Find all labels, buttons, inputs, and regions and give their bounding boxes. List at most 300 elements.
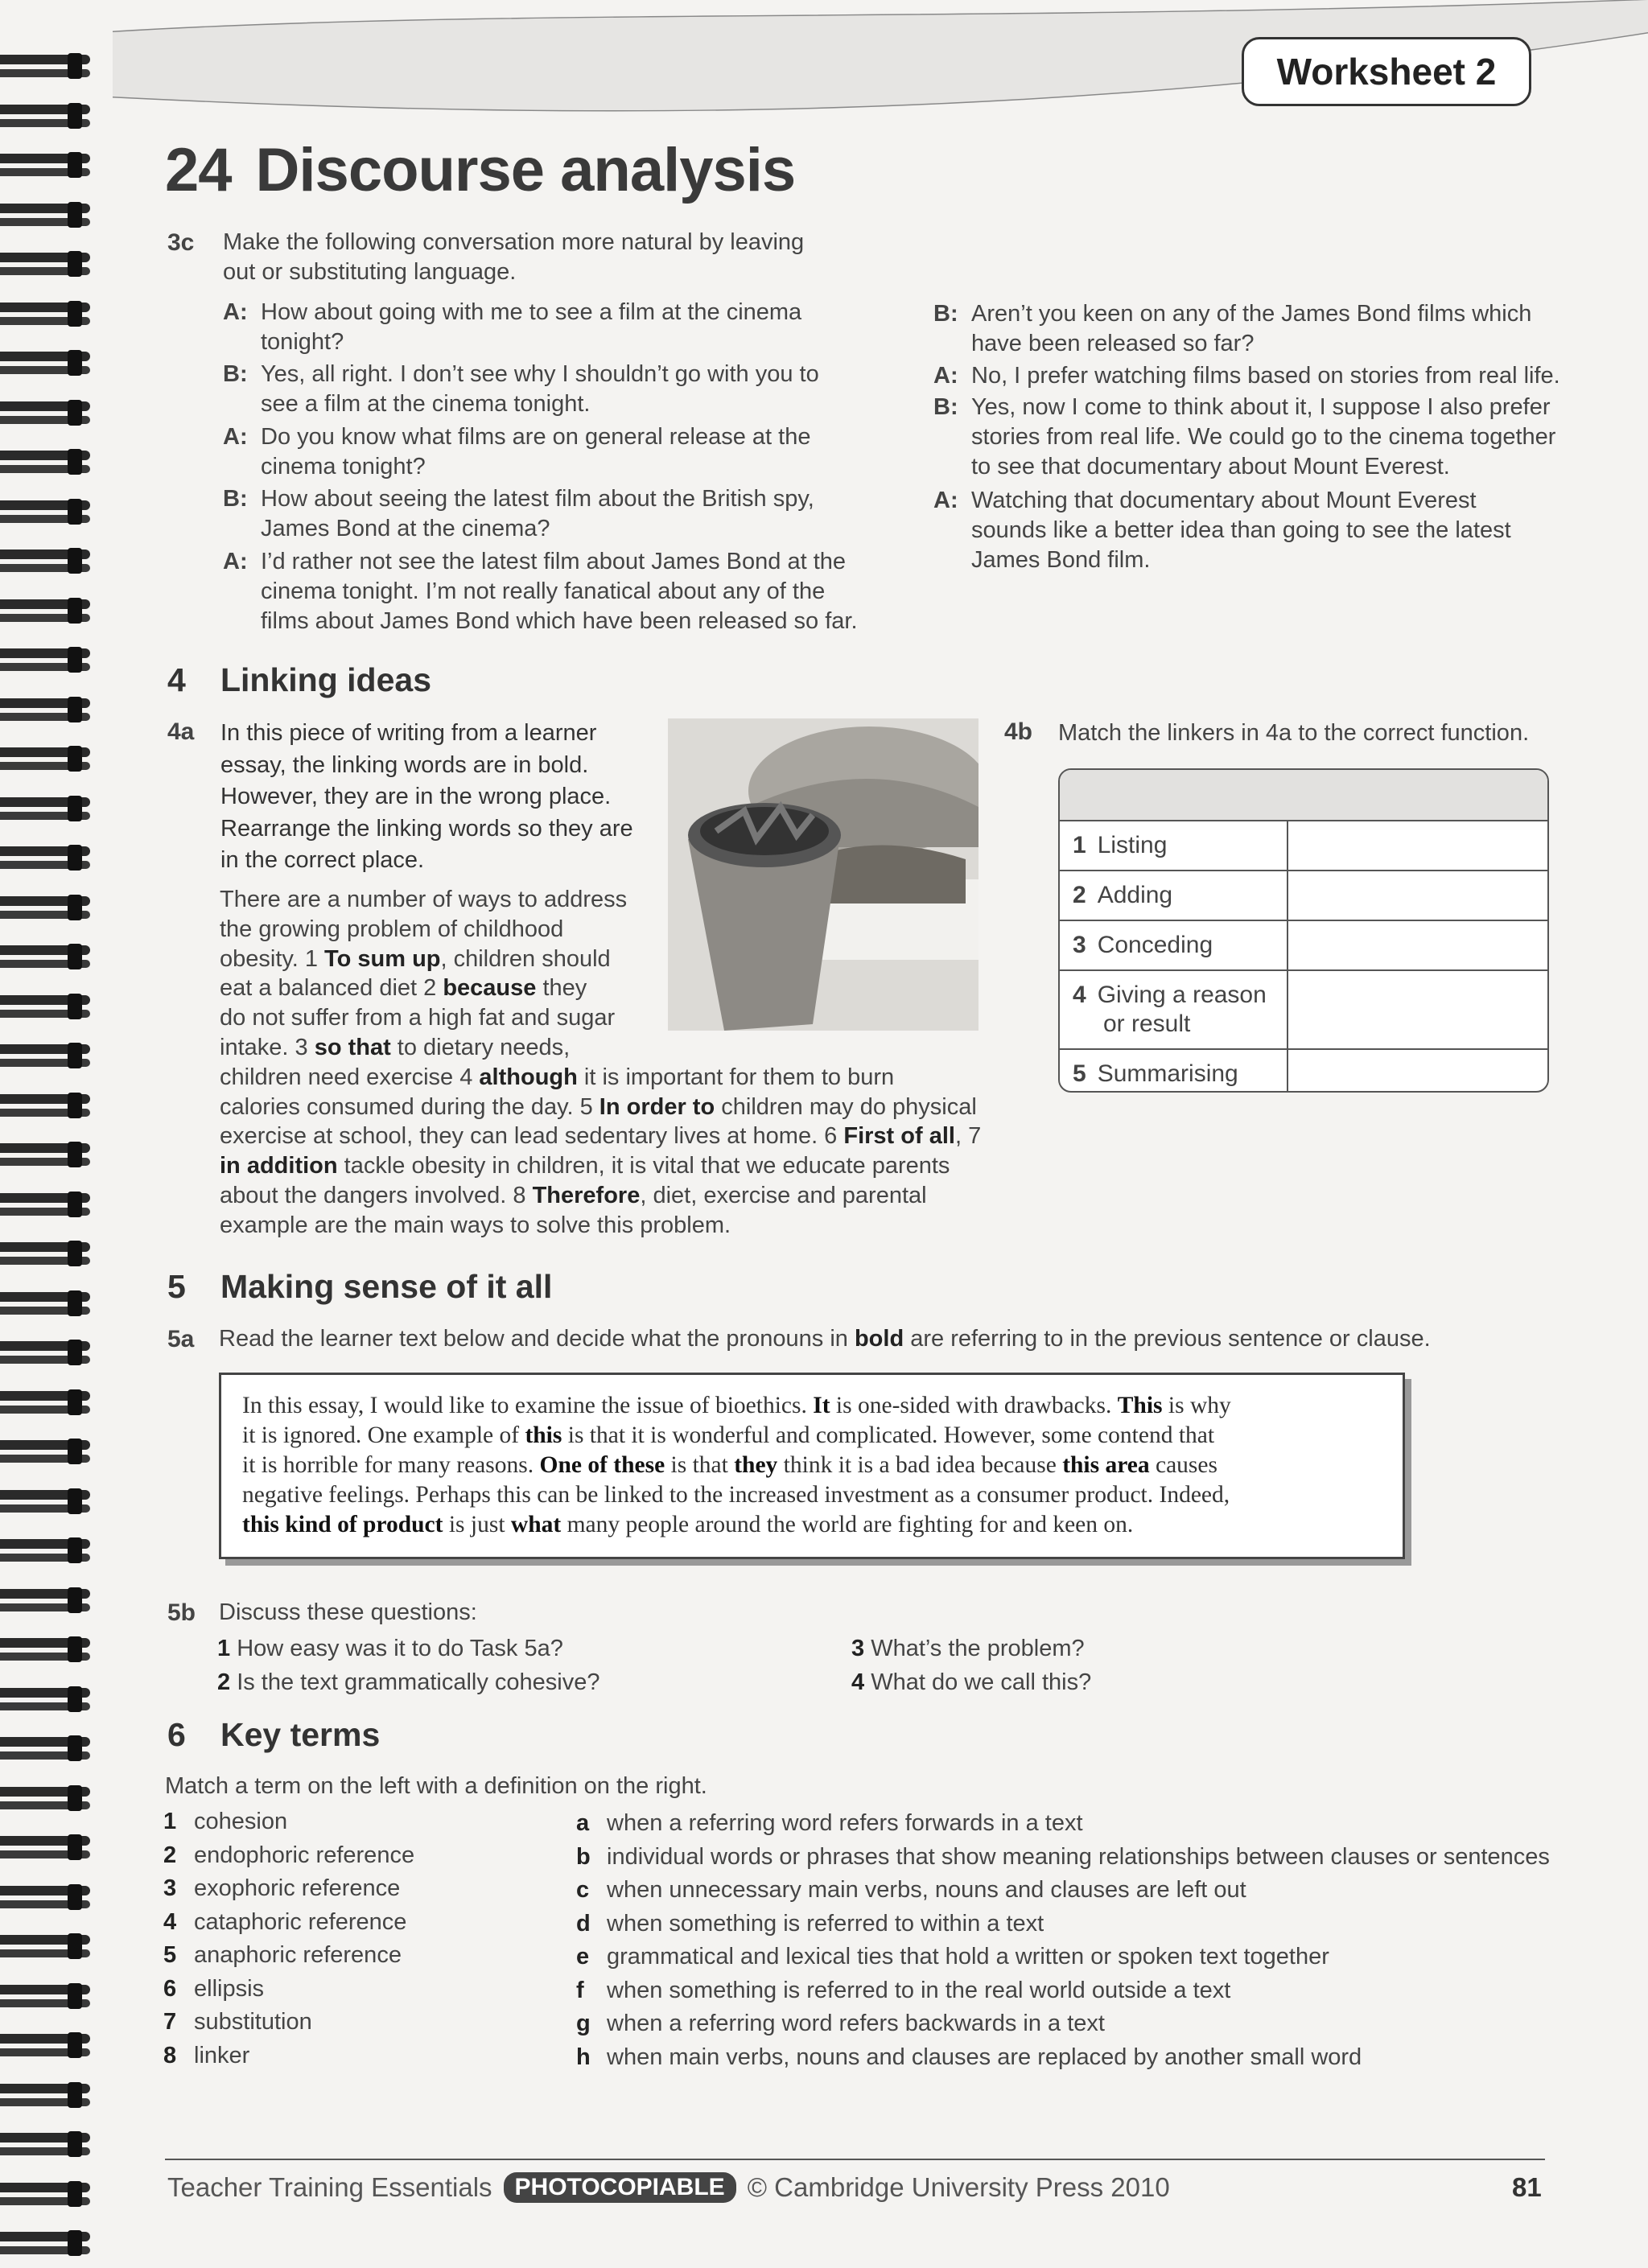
spiral-coil bbox=[0, 1732, 89, 1768]
turn-line: Aren’t you keen on any of the James Bond films which bbox=[971, 301, 1532, 327]
coil-hole bbox=[68, 845, 82, 871]
coil-hole bbox=[68, 1834, 82, 1860]
table-row bbox=[1060, 971, 1547, 1050]
turn-text bbox=[261, 422, 810, 482]
definition-text: when a referring word refers forwards in a text bbox=[607, 1810, 1083, 1836]
term-text: substitution bbox=[194, 2009, 312, 2035]
function-line bbox=[1073, 831, 1287, 860]
spiral-coil bbox=[0, 545, 89, 580]
spiral-coil bbox=[0, 100, 89, 135]
spiral-coil bbox=[0, 248, 89, 283]
essay-4a-line bbox=[220, 1093, 977, 1122]
question-number: 4 bbox=[851, 1669, 865, 1695]
essay-4a-line bbox=[220, 915, 563, 945]
function-label: Adding bbox=[1097, 882, 1173, 908]
term-text: linker bbox=[194, 2042, 250, 2068]
function-line bbox=[1073, 981, 1287, 1010]
table-row bbox=[1060, 1050, 1547, 1093]
essay-4a-text: it is important for them to burn bbox=[577, 1064, 895, 1090]
speaker-label: A: bbox=[223, 299, 248, 325]
coil-hole bbox=[68, 994, 82, 1019]
linking-word: so that bbox=[314, 1035, 391, 1060]
spiral-coil bbox=[0, 347, 89, 382]
table-row bbox=[1060, 821, 1547, 871]
table-row bbox=[1060, 921, 1547, 971]
essay-4a-text: the growing problem of childhood bbox=[220, 916, 564, 942]
answer-cell[interactable] bbox=[1288, 821, 1547, 870]
function-label: Listing bbox=[1097, 832, 1168, 858]
coil-hole bbox=[68, 944, 82, 969]
turn-line: Yes, now I come to think about it, I suppose I also prefer bbox=[971, 394, 1551, 421]
essay-4a-line bbox=[220, 1003, 615, 1033]
discussion-question bbox=[851, 1634, 1085, 1664]
coil-hole bbox=[68, 1686, 82, 1712]
section-5-number: 5 bbox=[167, 1268, 186, 1305]
coil-hole bbox=[68, 1340, 82, 1365]
coil-hole bbox=[68, 103, 82, 129]
spiral-coil bbox=[0, 1782, 89, 1817]
ex4a-intro-line: essay, the linking words are in bold. bbox=[220, 751, 589, 778]
key-term bbox=[163, 1841, 414, 1871]
page-title bbox=[165, 135, 795, 205]
term-number: 8 bbox=[163, 2042, 177, 2068]
section-6-heading bbox=[167, 1716, 380, 1754]
turn-line: I’d rather not see the latest film about James Bond at the bbox=[261, 548, 847, 574]
spiral-coil bbox=[0, 397, 89, 432]
function-line bbox=[1073, 881, 1287, 910]
spiral-coil bbox=[0, 792, 89, 828]
ex5a-instr-bold: bold bbox=[854, 1326, 904, 1352]
dialogue-turn bbox=[223, 422, 810, 482]
term-number: 5 bbox=[163, 1942, 177, 1968]
definition-text: individual words or phrases that show meaning relationships between clauses or sentences bbox=[607, 1843, 1550, 1870]
spiral-coil bbox=[0, 842, 89, 877]
spiral-coil bbox=[0, 1831, 89, 1867]
function-cell bbox=[1060, 871, 1288, 920]
coil-hole bbox=[68, 251, 82, 277]
essay-line-5: this kind of product is just what many people around the world are fighting for and keen on. bbox=[242, 1512, 1134, 1537]
row-number: 4 bbox=[1073, 982, 1086, 1008]
coil-hole bbox=[68, 152, 82, 178]
spiral-coil bbox=[0, 644, 89, 679]
coil-hole bbox=[68, 301, 82, 327]
linking-word: To sum up bbox=[324, 945, 441, 972]
function-line: or result bbox=[1103, 1011, 1191, 1037]
essay-4a-line bbox=[220, 973, 587, 1003]
definition-letter: g bbox=[576, 2011, 591, 2036]
turn-line: have been released so far? bbox=[971, 331, 1255, 356]
key-term bbox=[163, 2007, 312, 2037]
turn-line: stories from real life. We could go to the cinema together bbox=[971, 424, 1556, 451]
speaker-label: A: bbox=[223, 548, 248, 574]
ex3c-instruction-1: Make the following conversation more natural by leaving bbox=[223, 229, 805, 255]
spiral-coil bbox=[0, 1386, 89, 1422]
term-text: anaphoric reference bbox=[194, 1942, 402, 1968]
footer-rule bbox=[165, 2159, 1545, 2160]
ex4b-label: 4b bbox=[1004, 718, 1033, 745]
spiral-coil bbox=[0, 743, 89, 778]
dialogue-turn bbox=[933, 299, 1531, 359]
ex4a-intro-line: in the correct place. bbox=[220, 847, 425, 873]
coil-hole bbox=[68, 1636, 82, 1662]
function-cell bbox=[1060, 821, 1288, 870]
term-text: cohesion bbox=[194, 1809, 288, 1834]
learner-essay-box bbox=[219, 1373, 1405, 1559]
spiral-coil bbox=[0, 1435, 89, 1471]
question-number: 1 bbox=[217, 1636, 231, 1661]
turn-line: see a film at the cinema tonight. bbox=[261, 391, 591, 418]
turn-line: James Bond at the cinema? bbox=[261, 516, 550, 542]
definition bbox=[576, 1842, 1550, 1872]
turn-text bbox=[261, 360, 819, 419]
coil-hole bbox=[68, 697, 82, 722]
turn-line: How about going with me to see a film at the cinema bbox=[261, 299, 802, 325]
key-term bbox=[163, 1974, 264, 2004]
coil-hole bbox=[68, 1884, 82, 1910]
term-text: ellipsis bbox=[194, 1975, 265, 2002]
essay-4a-line bbox=[220, 885, 627, 915]
spiral-coil bbox=[0, 1287, 89, 1323]
unit-number: 24 bbox=[165, 136, 232, 204]
spiral-coil bbox=[0, 1485, 89, 1521]
coil-hole bbox=[68, 1389, 82, 1415]
spiral-coil bbox=[0, 1980, 89, 2015]
linking-word: in addition bbox=[220, 1153, 338, 1179]
coil-hole bbox=[68, 598, 82, 624]
coil-hole bbox=[68, 2181, 82, 2207]
essay-4a-text: tackle obesity in children, it is vital that we educate parents bbox=[337, 1153, 950, 1179]
section-4-heading bbox=[167, 661, 431, 699]
ex4a-intro-line: However, they are in the wrong place. bbox=[220, 784, 612, 809]
ex4a-intro-line: In this piece of writing from a learner bbox=[220, 720, 597, 746]
definition-text: when a referring word refers backwards in a text bbox=[607, 2011, 1105, 2036]
definition-letter: f bbox=[576, 1977, 584, 2003]
spiral-coil bbox=[0, 1039, 89, 1075]
function-label: Giving a reason bbox=[1097, 982, 1267, 1008]
key-term bbox=[163, 1941, 402, 1970]
dialogue-turn bbox=[933, 393, 1555, 482]
speaker-label: A: bbox=[933, 363, 958, 389]
definition-letter: b bbox=[576, 1843, 591, 1870]
definition bbox=[576, 1909, 1044, 1939]
term-number: 1 bbox=[163, 1809, 177, 1834]
question-number: 2 bbox=[217, 1669, 231, 1695]
spiral-coil bbox=[0, 990, 89, 1026]
coil-hole bbox=[68, 1785, 82, 1811]
question-text: What’s the problem? bbox=[864, 1636, 1085, 1661]
spiral-coil bbox=[0, 1336, 89, 1372]
definition-text: when something is referred to in the real world outside a text bbox=[607, 1977, 1231, 2003]
coil-hole bbox=[68, 1439, 82, 1464]
essay-line-3: it is horrible for many reasons. One of these is that they think it is a bad idea because this area causes bbox=[242, 1452, 1217, 1478]
term-number: 3 bbox=[163, 1875, 177, 1901]
definition-text: grammatical and lexical ties that hold a written or spoken text together bbox=[607, 1944, 1329, 1970]
speaker-label: B: bbox=[223, 486, 248, 512]
footer-book-title: Teacher Training Essentials bbox=[167, 2172, 492, 2202]
spiral-binding bbox=[0, 0, 97, 2268]
linking-word: First of all bbox=[843, 1123, 955, 1150]
term-text: endophoric reference bbox=[194, 1842, 415, 1868]
coil-hole bbox=[68, 1142, 82, 1167]
spiral-coil bbox=[0, 1237, 89, 1273]
ex5a-instruction bbox=[219, 1324, 1431, 1354]
dialogue-turn bbox=[933, 361, 1560, 391]
discussion-question bbox=[851, 1668, 1091, 1698]
essay-4a-text: example are the main ways to solve this problem. bbox=[220, 1212, 731, 1238]
turn-text bbox=[971, 486, 1511, 575]
discussion-question bbox=[217, 1634, 563, 1664]
ex5a-instr-part: are referring to in the previous sentence or clause. bbox=[904, 1326, 1431, 1352]
dialogue-turn bbox=[223, 360, 819, 419]
essay-4a-line bbox=[220, 1033, 570, 1063]
essay-4a-text: about the dangers involved. 8 bbox=[220, 1183, 533, 1208]
dialogue-turn bbox=[223, 484, 814, 544]
speaker-label: B: bbox=[933, 301, 958, 327]
footer-copyright: © Cambridge University Press 2010 bbox=[747, 2172, 1170, 2202]
coil-hole bbox=[68, 895, 82, 920]
spiral-coil bbox=[0, 1930, 89, 1965]
definition-letter: e bbox=[576, 1944, 590, 1970]
table-header bbox=[1060, 770, 1547, 821]
spiral-coil bbox=[0, 496, 89, 531]
spiral-coil bbox=[0, 595, 89, 630]
turn-line: tonight? bbox=[261, 329, 344, 355]
spiral-coil bbox=[0, 1584, 89, 1620]
essay-4a-text: , diet, exercise and parental bbox=[640, 1183, 927, 1208]
dialogue-turn bbox=[933, 486, 1511, 575]
turn-line: cinema tonight. I’m not really fanatical about any of the bbox=[261, 578, 826, 604]
photocopiable-badge: PHOTOCOPIABLE bbox=[504, 2172, 736, 2203]
key-term bbox=[163, 1874, 400, 1904]
spiral-coil bbox=[0, 2079, 89, 2114]
coil-hole bbox=[68, 1192, 82, 1217]
question-text: How easy was it to do Task 5a? bbox=[230, 1636, 563, 1661]
dialogue-turn bbox=[223, 298, 801, 357]
coil-hole bbox=[68, 1488, 82, 1514]
definition-text: when unnecessary main verbs, nouns and clauses are left out bbox=[607, 1877, 1246, 1903]
turn-line: sounds like a better idea than going to see the latest bbox=[971, 517, 1511, 544]
definition bbox=[576, 2009, 1105, 2039]
turn-line: cinema tonight? bbox=[261, 453, 426, 480]
key-term bbox=[163, 2041, 249, 2071]
function-cell bbox=[1060, 921, 1288, 969]
spiral-coil bbox=[0, 2029, 89, 2064]
turn-text bbox=[971, 299, 1531, 359]
essay-4a-text: There are a number of ways to address bbox=[220, 887, 628, 912]
definition bbox=[576, 1875, 1246, 1905]
coil-hole bbox=[68, 2032, 82, 2058]
worksheet-tab: Worksheet 2 bbox=[1242, 37, 1531, 106]
coil-hole bbox=[68, 1241, 82, 1266]
definition-letter: d bbox=[576, 1910, 591, 1937]
burger-and-drink-photo bbox=[668, 718, 978, 1031]
essay-4a-text: they bbox=[536, 975, 587, 1002]
answer-cell[interactable] bbox=[1288, 871, 1547, 920]
coil-hole bbox=[68, 2230, 82, 2256]
coil-hole bbox=[68, 350, 82, 376]
dialogue-turn bbox=[223, 547, 858, 636]
question-text: Is the text grammatically cohesive? bbox=[230, 1669, 600, 1695]
spiral-coil bbox=[0, 1534, 89, 1570]
row-number: 5 bbox=[1073, 1060, 1086, 1087]
essay-4a-line bbox=[220, 1211, 731, 1241]
table-row bbox=[1060, 871, 1547, 921]
answer-cell[interactable] bbox=[1288, 1050, 1547, 1093]
spiral-coil bbox=[0, 149, 89, 184]
linking-word: because bbox=[443, 975, 537, 1002]
coil-hole bbox=[68, 2082, 82, 2108]
ex4a-intro-line: Rearrange the linking words so they are bbox=[220, 815, 633, 842]
coil-hole bbox=[68, 400, 82, 426]
speaker-label: B: bbox=[933, 394, 958, 421]
definition-letter: a bbox=[576, 1810, 590, 1836]
row-number: 1 bbox=[1073, 832, 1086, 858]
linking-word: In order to bbox=[599, 1093, 715, 1120]
key-term bbox=[163, 1807, 287, 1837]
coil-hole bbox=[68, 202, 82, 228]
term-text: cataphoric reference bbox=[194, 1908, 407, 1935]
turn-text bbox=[261, 298, 801, 357]
turn-text bbox=[261, 547, 858, 636]
turn-text bbox=[971, 393, 1555, 482]
spiral-coil bbox=[0, 446, 89, 481]
turn-line: to see that documentary about Mount Everest. bbox=[971, 454, 1450, 480]
coil-hole bbox=[68, 1587, 82, 1613]
essay-4a-text: obesity. 1 bbox=[220, 945, 325, 972]
essay-4a-text: children need exercise 4 bbox=[220, 1064, 480, 1090]
essay-4a-line bbox=[220, 1181, 927, 1211]
spiral-coil bbox=[0, 2227, 89, 2262]
spiral-coil bbox=[0, 694, 89, 729]
spiral-coil bbox=[0, 50, 89, 85]
turn-text bbox=[261, 484, 814, 544]
coil-hole bbox=[68, 499, 82, 525]
function-line bbox=[1073, 931, 1287, 960]
turn-line: Watching that documentary about Mount Everest bbox=[971, 488, 1477, 514]
key-terms-instruction: Match a term on the left with a definition on the right. bbox=[165, 1773, 707, 1799]
section-4-title: Linking ideas bbox=[220, 661, 431, 698]
question-text: What do we call this? bbox=[864, 1669, 1092, 1695]
spiral-coil bbox=[0, 199, 89, 234]
linkers-function-table bbox=[1058, 768, 1549, 1093]
ex3c-label: 3c bbox=[167, 229, 195, 256]
title-text: Discourse analysis bbox=[255, 136, 796, 204]
spiral-coil bbox=[0, 1188, 89, 1224]
definition bbox=[576, 1976, 1230, 2006]
definition-text: when main verbs, nouns and clauses are replaced by another small word bbox=[607, 2044, 1362, 2070]
essay-4a-text: intake. 3 bbox=[220, 1035, 315, 1060]
coil-hole bbox=[68, 1043, 82, 1068]
section-5-title: Making sense of it all bbox=[220, 1268, 553, 1305]
coil-hole bbox=[68, 796, 82, 821]
function-label: Summarising bbox=[1097, 1060, 1238, 1087]
essay-4a-line bbox=[220, 1063, 894, 1093]
essay-4a-line bbox=[220, 1122, 981, 1151]
essay-4a-text: calories consumed during the day. 5 bbox=[220, 1093, 599, 1120]
spiral-coil bbox=[0, 891, 89, 927]
section-6-title: Key terms bbox=[220, 1716, 381, 1753]
function-line bbox=[1073, 1060, 1287, 1089]
spiral-coil bbox=[0, 1881, 89, 1916]
coil-hole bbox=[68, 1537, 82, 1563]
essay-line-1: In this essay, I would like to examine the issue of bioethics. It is one-sided with drawbacks. This is why bbox=[242, 1393, 1231, 1418]
essay-4a-line bbox=[220, 945, 611, 974]
spiral-coil bbox=[0, 1683, 89, 1718]
turn-line: Do you know what films are on general release at the bbox=[261, 423, 811, 450]
definition bbox=[576, 1942, 1329, 1972]
photo-illustration bbox=[668, 718, 978, 1031]
definition-letter: h bbox=[576, 2044, 591, 2070]
row-number: 2 bbox=[1073, 882, 1086, 908]
row-number: 3 bbox=[1073, 932, 1086, 958]
page-number: 81 bbox=[1512, 2172, 1542, 2202]
term-number: 6 bbox=[163, 1975, 177, 2002]
ex3c-instruction-2: out or substituting language. bbox=[223, 259, 517, 285]
speaker-label: A: bbox=[933, 488, 958, 514]
definition-letter: c bbox=[576, 1877, 590, 1903]
function-cell bbox=[1060, 1050, 1288, 1093]
footer bbox=[167, 2172, 1170, 2203]
coil-hole bbox=[68, 1093, 82, 1118]
essay-4a-text: , children should bbox=[440, 945, 611, 972]
ex5b-instruction: Discuss these questions: bbox=[219, 1599, 477, 1625]
question-number: 3 bbox=[851, 1636, 865, 1661]
essay-4a-text: to dietary needs, bbox=[390, 1035, 571, 1060]
section-5-heading bbox=[167, 1268, 552, 1306]
coil-hole bbox=[68, 449, 82, 475]
spiral-coil bbox=[0, 1138, 89, 1174]
spiral-coil bbox=[0, 2178, 89, 2213]
coil-hole bbox=[68, 53, 82, 79]
spiral-coil bbox=[0, 2128, 89, 2163]
essay-4a-text: children may do physical bbox=[715, 1093, 977, 1120]
essay-4a-line bbox=[220, 1151, 950, 1181]
turn-line: Yes, all right. I don’t see why I shouldn’t go with you to bbox=[261, 361, 819, 388]
answer-cell[interactable] bbox=[1288, 921, 1547, 969]
essay-line-4: negative feelings. Perhaps this can be linked to the increased investment as a consumer product. Indeed, bbox=[242, 1482, 1230, 1508]
section-4-number: 4 bbox=[167, 661, 186, 698]
essay-4a-text: eat a balanced diet 2 bbox=[220, 975, 443, 1002]
definition bbox=[576, 2043, 1362, 2072]
turn-line: How about seeing the latest film about the British spy, bbox=[261, 486, 814, 512]
coil-hole bbox=[68, 1983, 82, 2009]
coil-hole bbox=[68, 1933, 82, 1959]
speaker-label: B: bbox=[223, 361, 248, 388]
key-term bbox=[163, 1908, 406, 1937]
ex5b-label: 5b bbox=[167, 1599, 196, 1626]
term-number: 7 bbox=[163, 2009, 177, 2035]
coil-hole bbox=[68, 746, 82, 772]
essay-4a-text: exercise at school, they can lead sedentary lives at home. 6 bbox=[220, 1123, 844, 1150]
answer-cell[interactable] bbox=[1288, 971, 1547, 1048]
term-number: 2 bbox=[163, 1842, 177, 1868]
term-text: exophoric reference bbox=[194, 1875, 401, 1901]
coil-hole bbox=[68, 1290, 82, 1316]
turn-line: films about James Bond which have been released so far. bbox=[261, 607, 858, 634]
essay-line-2: it is ignored. One example of this is that it is wonderful and complicated. However, some contend that bbox=[242, 1422, 1215, 1448]
turn-text bbox=[971, 361, 1560, 391]
spiral-coil bbox=[0, 1633, 89, 1669]
coil-hole bbox=[68, 1735, 82, 1761]
spiral-coil bbox=[0, 1089, 89, 1125]
definition bbox=[576, 1809, 1083, 1838]
linking-word: although bbox=[479, 1064, 578, 1090]
spiral-coil bbox=[0, 298, 89, 333]
ex5a-label: 5a bbox=[167, 1326, 195, 1352]
spiral-coil bbox=[0, 941, 89, 976]
turn-line: No, I prefer watching films based on stories from real life. bbox=[971, 363, 1560, 389]
section-6-number: 6 bbox=[167, 1716, 186, 1753]
